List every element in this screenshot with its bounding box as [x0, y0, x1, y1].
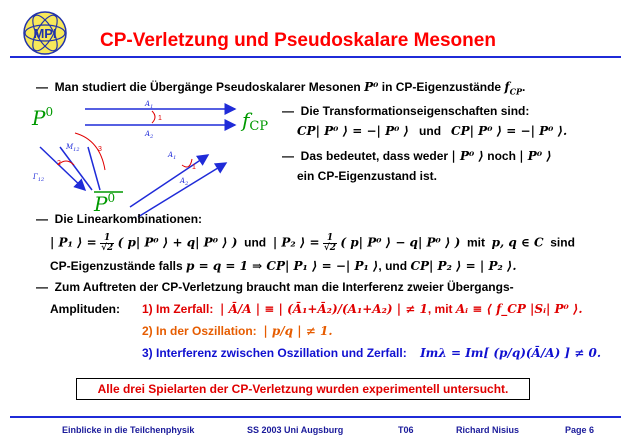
arrow-m12: [40, 147, 85, 190]
page-title: CP-Verletzung und Pseudoskalare Mesonen: [100, 30, 496, 51]
meaning-line1: — Das bedeutet, dass weder | P⁰ ⟩ noch | P⁰ ⟩: [282, 149, 552, 163]
footer-author: Richard Nisius: [456, 425, 520, 435]
footer-course: Einblicke in die Teilchenphysik: [62, 425, 195, 435]
p0bar-label: $P^0$: [94, 191, 116, 216]
num-2: 2: [57, 160, 61, 167]
logo-text: MPI: [33, 26, 57, 41]
lincomb-equation: | P₁ ⟩ = $\frac{1}{√2}$ ( p| P⁰ ⟩ + q| P⁰ ⟩ ) und | P₂ ⟩ = $\frac{1}{√2}$ ( p| P⁰ ⟩ − q| P⁰ ⟩ ) mit p, q ∈ C sind: [50, 233, 575, 253]
label-a2-top: $A_2$: [145, 130, 154, 140]
footer-page: Page 6: [565, 425, 595, 435]
label-a2-bot: $A_2$: [180, 177, 189, 187]
fcp-label: fCP: [242, 108, 269, 134]
label-a1-bot: $A_1$: [168, 151, 177, 161]
case-decay: 1) Im Zerfall: | Ā/A | ≡ | (Ā₁+Ā₂)/(A₁+A₂) | ≠ 1, mit Aᵢ ≡ ⟨ f_CP |Sᵢ| P⁰ ⟩.: [142, 302, 583, 316]
summary-box: Alle drei Spielarten der CP-Verletzung wurden experimentell untersucht.: [76, 378, 530, 400]
num-1-bot: 1: [192, 164, 196, 171]
bullet-intro: — Man studiert die Übergänge Pseudoskalarer Mesonen P⁰ in CP-Eigenzustände $f_{CP}$.: [36, 80, 526, 97]
num-3: 3: [98, 146, 102, 153]
interference-heading: — Zum Auftreten der CP-Verletzung braucht man die Interferenz zweier Übergangs-: [36, 280, 514, 294]
lincomb-condition: CP-Eigenzustände falls p = q = 1 ⇒ CP| P₁ ⟩ = −| P₁ ⟩, und CP| P₂ ⟩ = | P₂ ⟩.: [50, 259, 517, 273]
title-divider: [10, 56, 621, 58]
footer-semester: SS 2003 Uni Augsburg: [247, 425, 344, 435]
p0-label: $P^0$: [32, 105, 54, 130]
transform-heading: — Die Transformationseigenschaften sind:: [282, 104, 530, 118]
footer-divider: [10, 416, 621, 418]
amplituden-label: Amplituden:: [50, 302, 120, 316]
footer-code: T06: [398, 425, 414, 435]
label-m12: $M_{12}$: [66, 143, 80, 153]
meaning-line2: ein CP-Eigenzustand ist.: [297, 169, 438, 183]
arrow-gamma12: [88, 147, 100, 190]
arrow-a2-bot: [138, 163, 226, 217]
num-1-top: 1: [158, 115, 162, 122]
case-oscillation: 2) In der Oszillation: | p/q | ≠ 1.: [142, 324, 333, 338]
lincomb-heading: — Die Linearkombinationen:: [36, 212, 203, 226]
label-gamma12: $\Gamma_{12}$: [33, 173, 45, 183]
transform-equations: CP| P⁰ ⟩ = −| P⁰ ⟩ und CP| P⁰ ⟩ = −| P⁰ ⟩.: [297, 124, 568, 138]
label-a1-top: $A_1$: [145, 100, 154, 110]
oscillation-decay-diagram: [30, 95, 280, 220]
mpi-logo: [22, 10, 68, 56]
case-interference: 3) Interferenz zwischen Oszillation und Zerfall: Imλ = Im[ (p/q)(Ā/A) ] ≠ 0.: [142, 346, 602, 360]
